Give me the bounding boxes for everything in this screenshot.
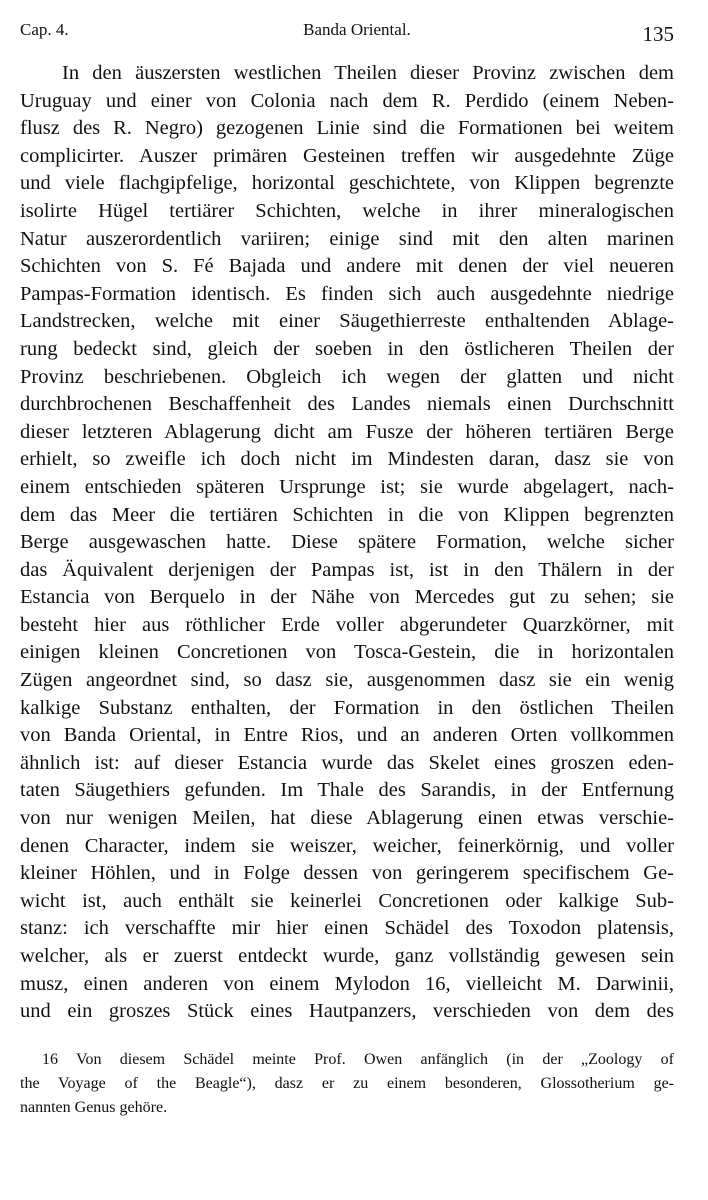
text-line: einigen kleinen Concretionen von Tosca-Gestein, die in horizontalen xyxy=(20,641,674,664)
chapter-label: Cap. 4. xyxy=(20,20,69,39)
text-line: musz, einen anderen von einem Mylodon 16, vielleicht M. Darwinii, xyxy=(20,972,674,995)
text-line: kleiner Höhlen, und in Folge dessen von geringerem specifischem Ge- xyxy=(20,862,674,885)
text-line: rung bedeckt sind, gleich der soeben in den östlicheren Theilen der xyxy=(20,337,674,360)
text-line: isolirte Hügel tertiärer Schichten, welche in ihrer mineralogischen xyxy=(20,199,674,222)
text-line: Landstrecken, welche mit einer Säugethierreste enthaltenden Ablage- xyxy=(20,310,674,333)
text-line: durchbrochenen Beschaffenheit des Landes niemals einen Durchschnitt xyxy=(20,393,674,416)
text-line: besteht hier aus röthlicher Erde voller abgerundeter Quarzkörner, mit xyxy=(20,613,674,636)
text-line: complicirter. Auszer primären Gesteinen treffen wir ausgedehnte Züge xyxy=(20,144,674,167)
footnote-line: nannten Genus gehöre. xyxy=(20,1098,168,1116)
text-line: taten Säugethiers gefunden. Im Thale des Sarandis, in der Entfernung xyxy=(20,779,674,802)
text-line: Provinz beschriebenen. Obgleich ich wegen der glatten und nicht xyxy=(20,365,674,388)
text-line: Zügen angeordnet sind, so dasz sie, ausgenommen dasz sie ein wenig xyxy=(20,669,674,692)
text-line: denen Character, indem sie weiszer, weicher, feinerkörnig, und voller xyxy=(20,834,674,857)
footnote-line: the Voyage of the Beagle“), dasz er zu einem besonderen, Glossotherium ge- xyxy=(20,1074,674,1092)
page-number: 135 xyxy=(642,22,674,46)
text-line: Natur auszerordentlich variiren; einige sind mit den alten marinen xyxy=(20,227,674,250)
running-header xyxy=(20,20,674,60)
footnotes xyxy=(20,1048,674,1120)
text-line: wicht ist, auch enthält sie keinerlei Concretionen oder kalkige Sub- xyxy=(20,889,674,912)
text-line: dieser letzteren Ablagerung dicht am Fusze der höheren tertiären Berge xyxy=(20,420,674,443)
text-line: Estancia von Berquelo in der Nähe von Mercedes gut zu sehen; sie xyxy=(20,586,674,609)
text-line: von nur wenigen Meilen, hat diese Ablagerung einen etwas verschie- xyxy=(20,807,674,830)
body-text xyxy=(20,60,674,1026)
text-line: stanz: ich verschaffte mir hier einen Schädel des Toxodon platensis, xyxy=(20,917,674,940)
text-line: welcher, als er zuerst entdeckt wurde, ganz vollständig gewesen sein xyxy=(20,945,674,967)
text-line: ähnlich ist: auf dieser Estancia wurde das Skelet eines groszen eden- xyxy=(20,751,674,774)
footnote-line: 16 Von diesem Schädel meinte Prof. Owen anfänglich (in der „Zoology of xyxy=(42,1050,674,1068)
text-line: dem das Meer die tertiären Schichten in die von Klippen begrenzten xyxy=(20,503,674,526)
running-title: Banda Oriental. xyxy=(303,20,411,39)
text-line: kalkige Substanz enthalten, der Formation in den östlichen Theilen xyxy=(20,696,674,719)
text-line: und ein groszes Stück eines Hautpanzers, verschieden von dem des xyxy=(20,1000,674,1023)
text-line: Uruguay und einer von Colonia nach dem R. Perdido (einem Neben- xyxy=(20,89,674,112)
text-line: das Äquivalent derjenigen der Pampas ist, ist in den Thälern in der xyxy=(20,558,674,581)
text-line: und viele flachgipfelige, horizontal geschichtete, von Klippen begrenzte xyxy=(20,172,674,195)
text-line: einem entschieden späteren Ursprunge ist; sie wurde abgelagert, nach- xyxy=(20,475,674,498)
text-line: flusz des R. Negro) gezogenen Linie sind die Formationen bei weitem xyxy=(20,117,674,140)
text-line: In den äuszersten westlichen Theilen dieser Provinz zwischen dem xyxy=(62,62,674,84)
text-line: Schichten von S. Fé Bajada und andere mit denen der viel neueren xyxy=(20,255,674,278)
text-line: Berge ausgewaschen hatte. Diese spätere Formation, welche sicher xyxy=(20,531,674,554)
text-line: erhielt, so zweifle ich doch nicht im Mindesten daran, dasz sie von xyxy=(20,448,674,471)
text-line: von Banda Oriental, in Entre Rios, und an anderen Orten vollkommen xyxy=(20,724,674,747)
text-line: Pampas-Formation identisch. Es finden sich auch ausgedehnte niedrige xyxy=(20,282,674,305)
